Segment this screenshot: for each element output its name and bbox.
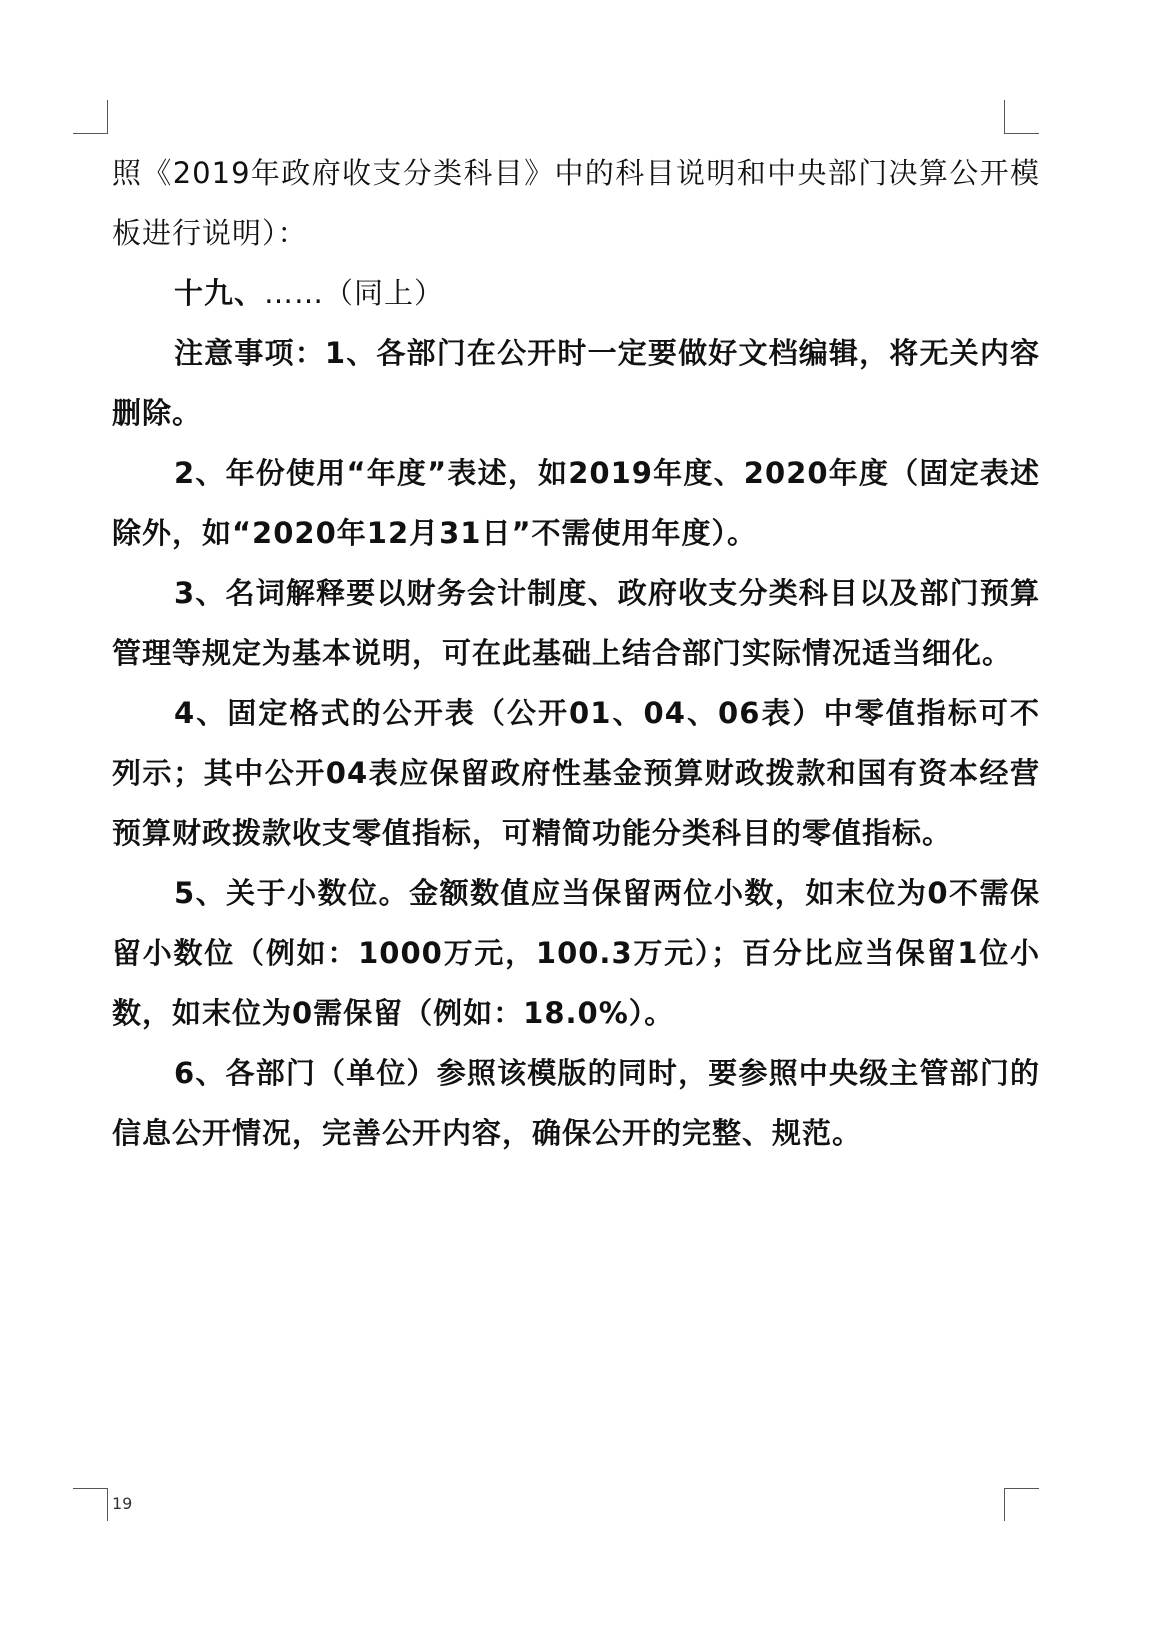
paragraph-note-1: 注意事项：1、各部门在公开时一定要做好文档编辑，将无关内容删除。 (112, 336, 1040, 430)
paragraph-item-19 (112, 263, 1040, 323)
crop-mark-bottom-left-horizontal (73, 1488, 108, 1489)
crop-mark-top-right-horizontal (1004, 133, 1039, 134)
paragraph-continuation: 照《2019年政府收支分类科目》中的科目说明和中央部门决算公开模板进行说明）： (112, 156, 1040, 250)
crop-mark-bottom-right-horizontal (1004, 1488, 1039, 1489)
crop-mark-bottom-left-vertical (107, 1488, 108, 1521)
paragraph-note-4: 4、固定格式的公开表（公开01、04、06表）中零值指标可不列示；其中公开04表应保留政府性基金预算财政拨款和国有资本经营预算财政拨款收支零值指标，可精简功能分类科目的零值指标。 (112, 696, 1040, 850)
paragraph-note-6: 6、各部门（单位）参照该模版的同时，要参照中央级主管部门的信息公开情况，完善公开内容，确保公开的完整、规范。 (112, 1056, 1040, 1150)
crop-mark-top-left-vertical (107, 100, 108, 133)
item-19-label: 十九、 (174, 276, 265, 310)
paragraph-note-5: 5、关于小数位。金额数值应当保留两位小数，如末位为0不需保留小数位（例如：1000万元，100.3万元）；百分比应当保留1位小数，如末位为0需保留（例如：18.0%）。 (112, 876, 1040, 1030)
crop-mark-top-right-vertical (1004, 100, 1005, 133)
crop-mark-top-left-horizontal (73, 133, 108, 134)
document-body (112, 143, 1040, 1163)
item-19-text: ……（同上） (264, 276, 445, 310)
paragraph-note-3: 3、名词解释要以财务会计制度、政府收支分类科目以及部门预算管理等规定为基本说明，可在此基础上结合部门实际情况适当细化。 (112, 576, 1040, 670)
page-number: 19 (112, 1494, 133, 1513)
paragraph-note-2: 2、年份使用“年度”表述，如2019年度、2020年度（固定表述除外，如“2020年12月31日”不需使用年度）。 (112, 456, 1040, 550)
crop-mark-bottom-right-vertical (1004, 1488, 1005, 1521)
